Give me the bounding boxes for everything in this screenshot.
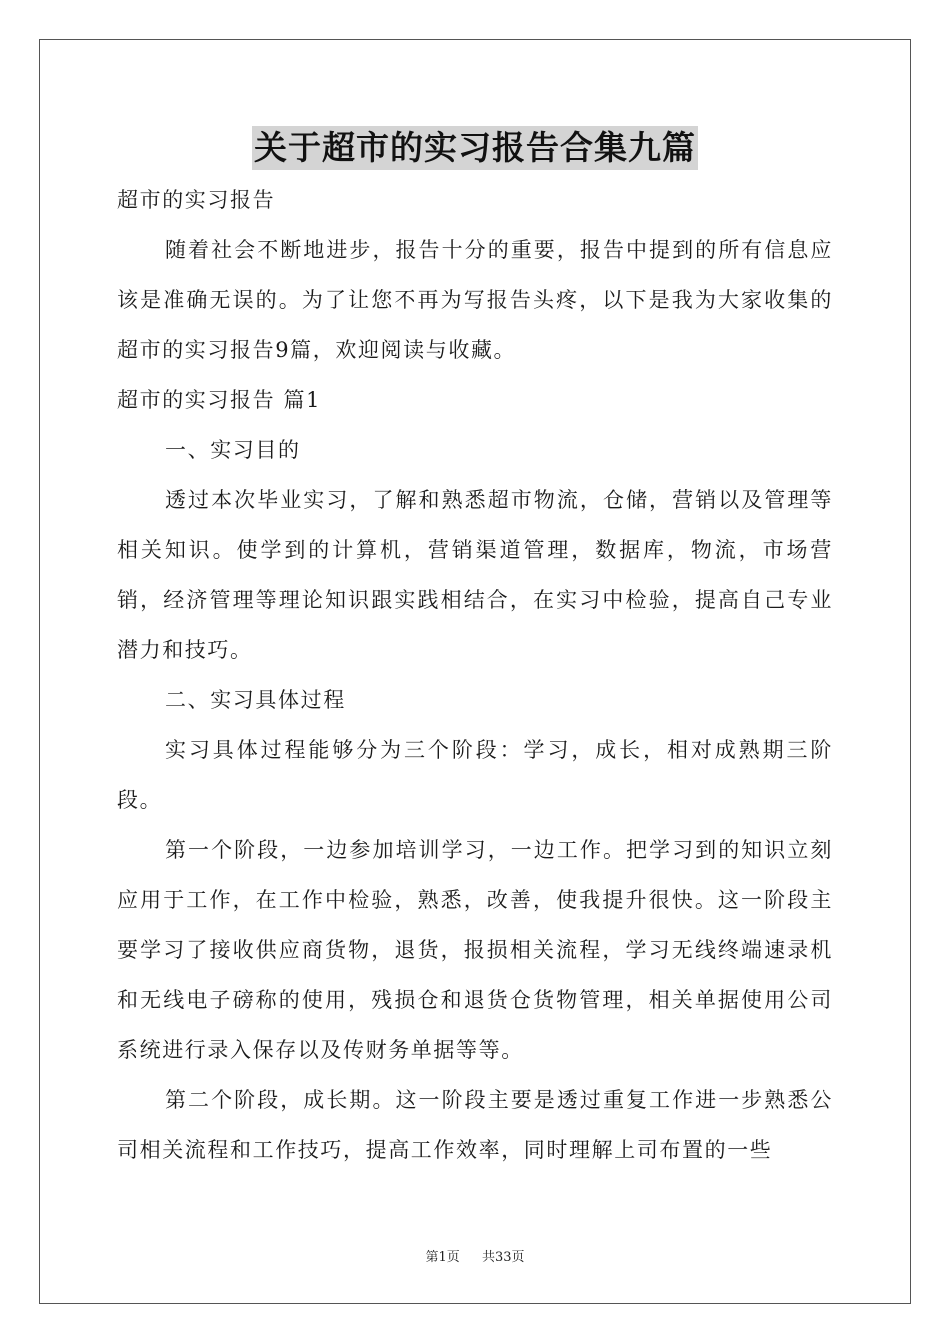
- paragraph-process-overview: 实习具体过程能够分为三个阶段：学习，成长，相对成熟期三阶段。: [117, 738, 833, 812]
- page-footer: [0, 1246, 950, 1265]
- section-heading-part1: 超市的实习报告 篇1: [117, 388, 322, 412]
- section-heading: 超市的实习报告: [117, 188, 276, 212]
- paragraph-intro: 随着社会不断地进步，报告十分的重要，报告中提到的所有信息应该是准确无误的。为了让您不再为写报告头疼，以下是我为大家收集的超市的实习报告9篇，欢迎阅读与收藏。: [117, 238, 833, 362]
- subheading-process: 二、实习具体过程: [165, 688, 346, 712]
- paragraph-stage-two: 第二个阶段，成长期。这一阶段主要是透过重复工作进一步熟悉公司相关流程和工作技巧，提高工作效率，同时理解上司布置的一些: [117, 1088, 833, 1162]
- page-number: 第1页: [425, 1250, 460, 1265]
- title-container: [0, 126, 950, 170]
- paragraph-stage-one: 第一个阶段，一边参加培训学习，一边工作。把学习到的知识立刻应用于工作，在工作中检验，熟悉，改善，使我提升很快。这一阶段主要学习了接收供应商货物，退货，报损相关流程，学习无线终端速录机和无线电子磅称的使用，残损仓和退货仓货物管理，相关单据使用公司系统进行录入保存以及传财务单据等等。: [117, 838, 833, 1062]
- subheading-purpose: 一、实习目的: [165, 438, 301, 462]
- document-title: 关于超市的实习报告合集九篇: [252, 126, 698, 170]
- document-body: [117, 175, 833, 1175]
- paragraph-purpose: 透过本次毕业实习，了解和熟悉超市物流，仓储，营销以及管理等相关知识。使学到的计算机，营销渠道管理，数据库，物流，市场营销，经济管理等理论知识跟实践相结合，在实习中检验，提高自己专业潜力和技巧。: [117, 488, 833, 662]
- page-total: 共33页: [482, 1250, 525, 1265]
